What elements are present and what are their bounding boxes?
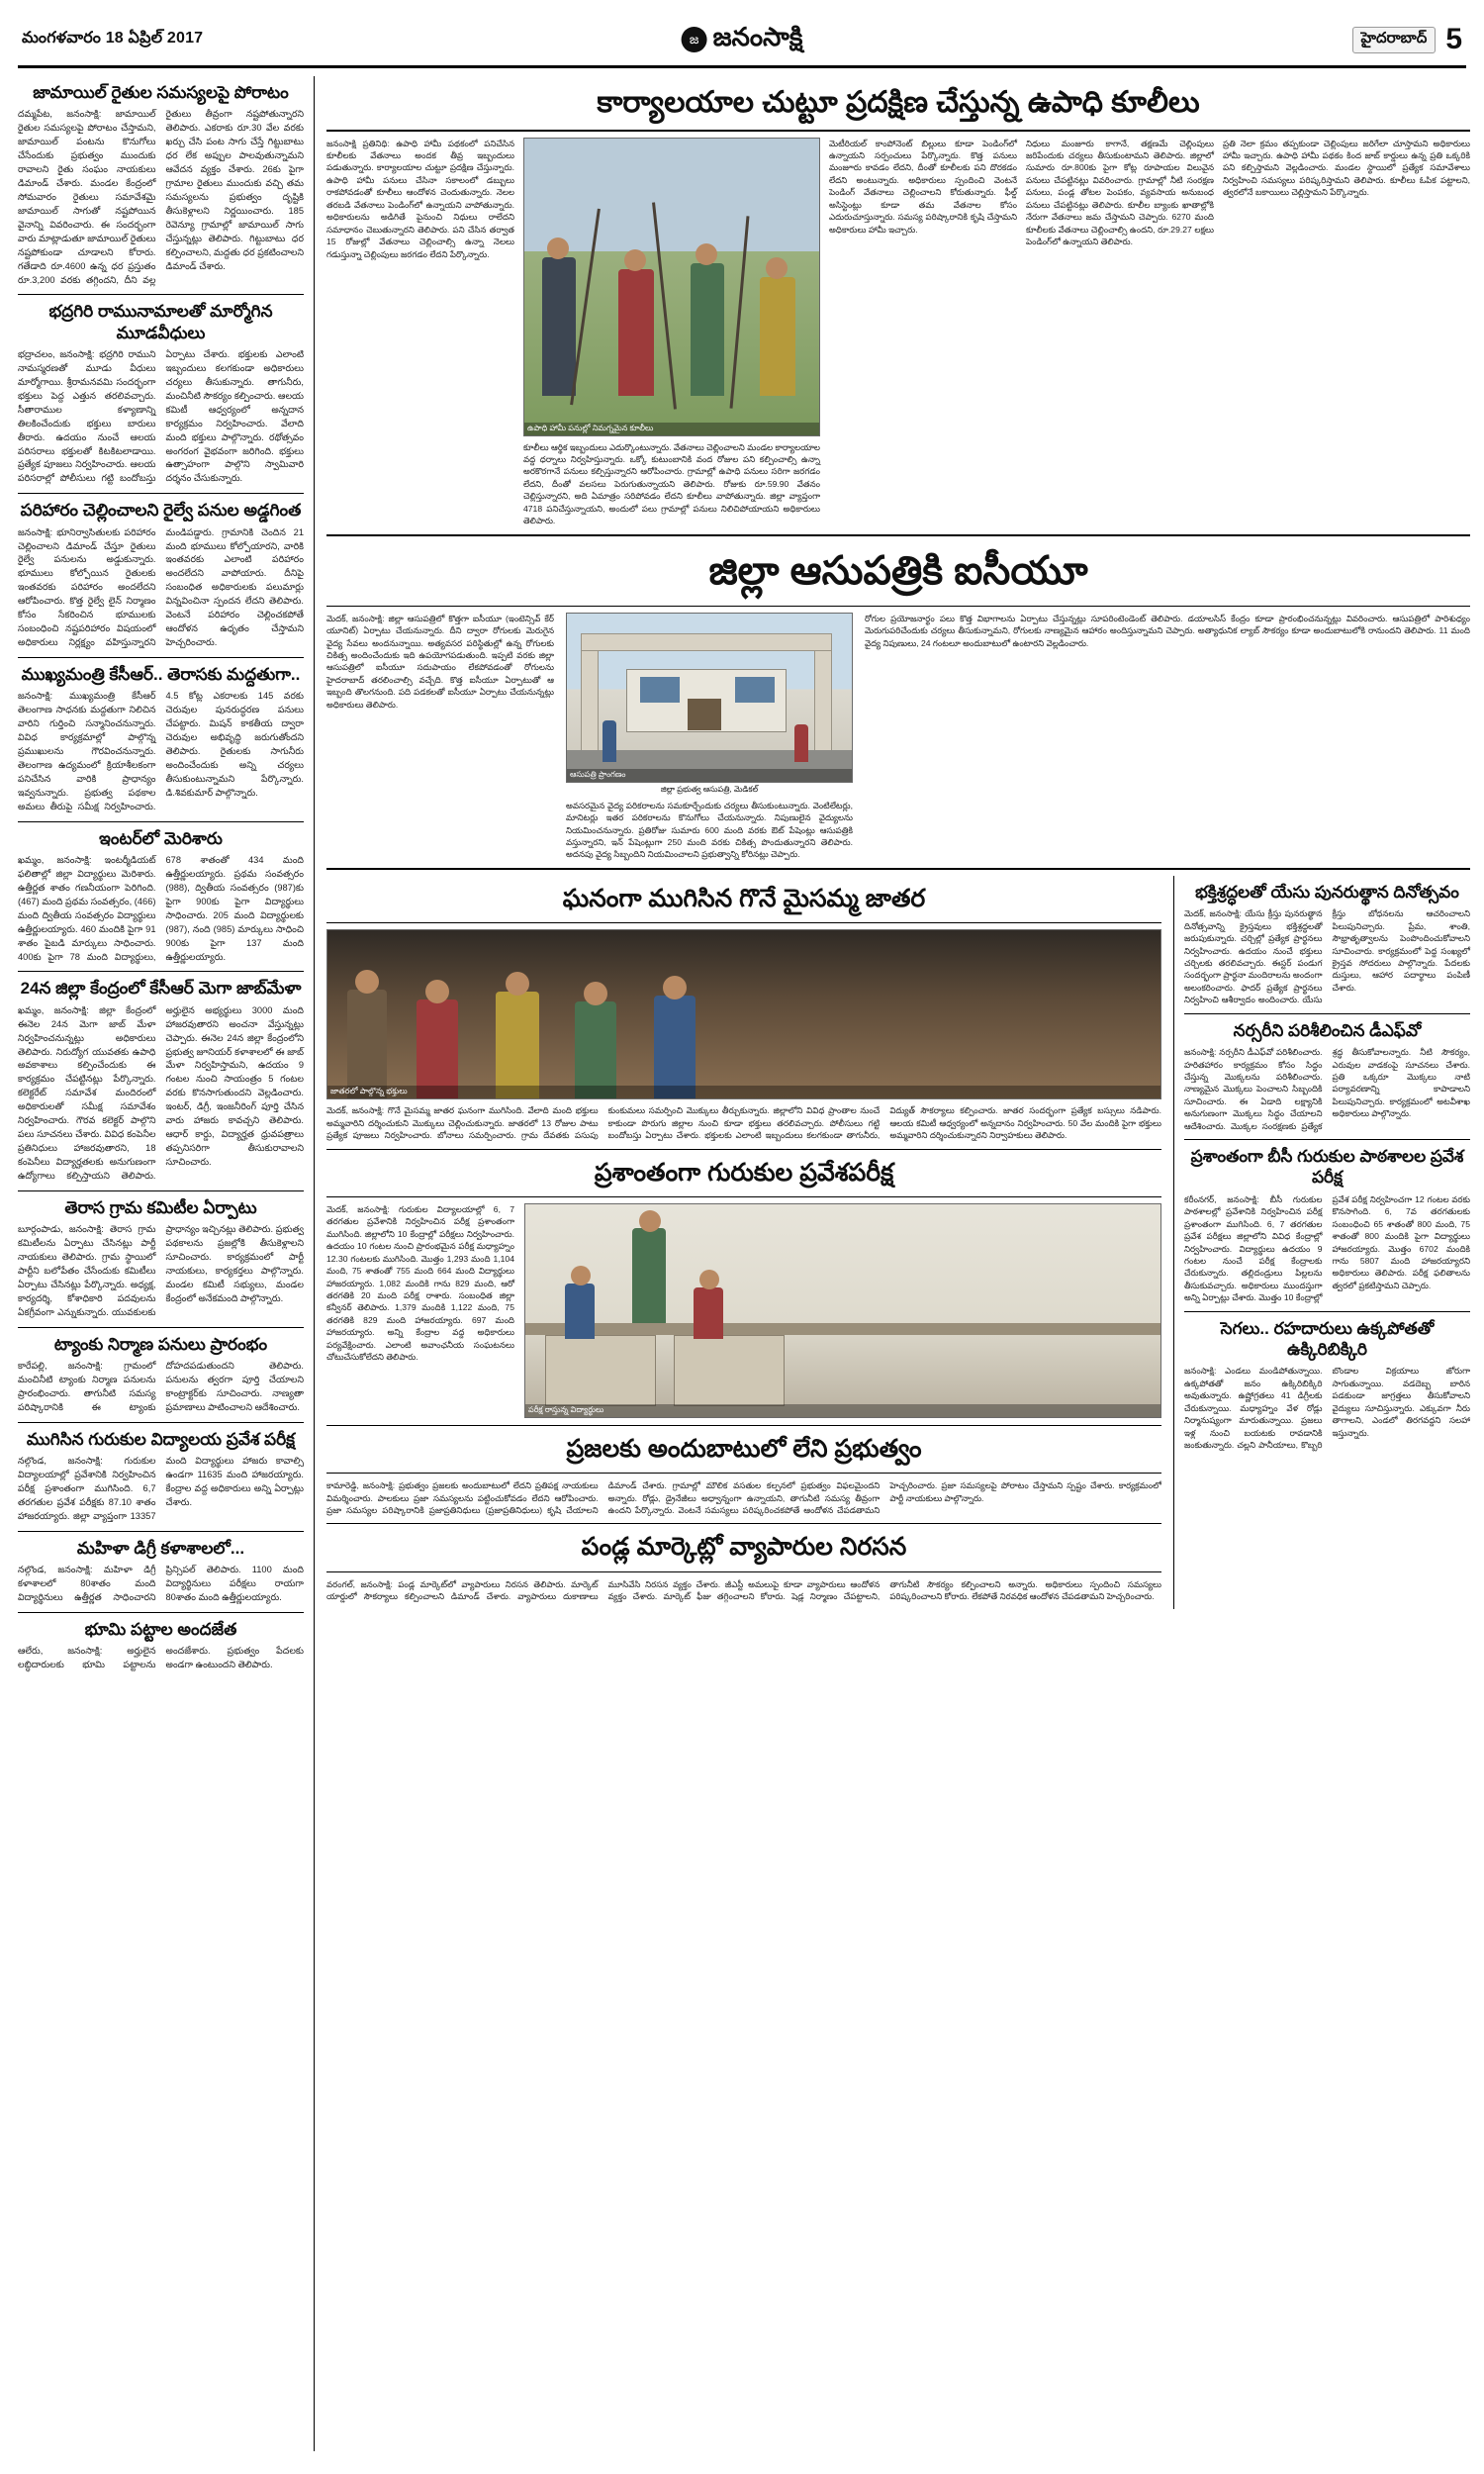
publication-date: మంగళవారం 18 ఏప్రిల్ 2017 — [22, 30, 204, 47]
article-jamayil — [18, 82, 304, 287]
article-cm-kcr — [18, 664, 304, 814]
lead-story — [326, 84, 1470, 527]
article-headline: తెరాస గ్రామ కమిటీల ఏర్పాటు — [64, 1197, 257, 1217]
article-bhadragiri — [18, 301, 304, 486]
center-lower — [326, 876, 1161, 1609]
article-bc-gurukul-exam — [1184, 1146, 1470, 1304]
far-right-column — [1173, 876, 1470, 1609]
article-body: కామారెడ్డి, జనంసాక్షి: ప్రభుత్వం ప్రజలకు అందుబాటులో లేదని ప్రతిపక్ష నాయకులు విమర్శించారు. పాలకులు ప్రజా సమస్యలను పట్టించుకోవడం లేదని ఆరోపించారు. ప్రజా సమస్యల పరిష్కారానికి ప్రజాప్రతినిధులు (ప్రజాప్రతినిధులు) కృషి చేయాలని డిమాండ్ చేశారు. గ్రామాల్లో మౌలిక వసతుల కల్పనలో ప్రభుత్వం విఫలమైందని అన్నారు. రోడ్లు, డ్రైనేజీలు అధ్వాన్నంగా ఉన్నాయని, తాగునీటి సమస్య తీవ్రంగా ఉందని పేర్కొన్నారు. వెంటనే సమస్యలు పరిష్కరించకపోతే ఆందోళన చేపడతామని హెచ్చరించారు. ప్రజా సమస్యలపై పోరాటం చేస్తామని స్పష్టం చేశారు. కార్యక్రమంలో పార్టీ నాయకులు పాల్గొన్నారు. — [326, 1480, 1161, 1515]
article-body: కరీంనగర్, జనంసాక్షి: బీసీ గురుకుల పాఠశాలల్లో ప్రవేశానికి నిర్వహించిన పరీక్ష ప్రశాంతంగా ముగిసింది. 6, 7 తరగతుల ప్రవేశ పరీక్షలు జిల్లాలోని వివిధ కేంద్రాల్లో నిర్వహించారు. విద్యార్థులు ఉదయం 9 గంటల నుంచే పరీక్ష కేంద్రాలకు చేరుకున్నారు. తల్లిదండ్రులు పిల్లలను తీసుకువచ్చారు. అధికారులు ముందస్తుగా అన్ని ఏర్పాట్లు చేశారు. మొత్తం 10 కేంద్రాల్లో ప్రవేశ పరీక్ష నిర్వహించగా 12 గంటల వరకు కొనసాగింది. 6, 7వ తరగతులకు సంబంధించి 65 శాతంతో 800 మంది, 75 శాతంతో 800 మందికి పైగా విద్యార్థులు హాజరయ్యారు. మొత్తం 6702 మందికి గాను 5807 మంది హాజరయ్యారని అధికారులు తెలిపారు. పరీక్ష ఫలితాలను త్వరలో ప్రకటిస్తామని చెప్పారు. — [1184, 1193, 1470, 1303]
article-water-tank — [18, 1334, 304, 1415]
article-headline: పండ్ల మార్కెట్లో వ్యాపారుల నిరసన — [581, 1533, 907, 1562]
article-body: ఆలేరు, జనంసాక్షి: అర్హులైన లబ్ధిదారులకు భూమి పట్టాలను అందజేశారు. ప్రభుత్వం పేదలకు అండగా ఉంటుందని తెలిపారు. — [18, 1645, 304, 1669]
article-body: ఖమ్మం, జనంసాక్షి: జిల్లా కేంద్రంలో ఈనెల 24న మెగా జాబ్ మేళా నిర్వహించనున్నట్లు అధికారులు తెలిపారు. నిరుద్యోగ యువతకు ఉపాధి అవకాశాలు కల్పించేందుకు ఈ కార్యక్రమం చేపట్టినట్లు పేర్కొన్నారు. కలెక్టరేట్ సమావేశ మందిరంలో అధికారులతో సమీక్ష సమావేశం నిర్వహించారు. గౌరవ కలెక్టర్ పాల్గొని పలు సూచనలు చేశారు. వివిధ కంపెనీల ప్రతినిధులు హాజరవుతారని, 18 కంపెనీలు విద్యార్హతలకు అనుగుణంగా ఉద్యోగాలు కల్పిస్తాయని తెలిపారు. అర్హులైన అభ్యర్థులు 3000 మంది హాజరవుతారని అంచనా వేస్తున్నట్లు చెప్పారు. ఈనెల 24న జిల్లా కేంద్రంలోని ప్రభుత్వ జూనియర్ కళాశాలలో ఈ జాబ్ మేళా నిర్వహిస్తామని, ఉదయం 9 గంటల నుంచి సాయంత్రం 5 గంటల వరకు కొనసాగుతుందని వెల్లడించారు. ఇంటర్, డిగ్రీ, ఇంజనీరింగ్ పూర్తి చేసిన వారు హాజరు కావచ్చని తెలిపారు. ఆధార్ కార్డు, విద్యార్హత ధ్రువపత్రాలు తప్పనిసరిగా తీసుకురావాలని సూచించారు. — [18, 1004, 304, 1181]
hospital-col-1: మెదక్, జనంసాక్షి: జిల్లా ఆసుపత్రిలో కొత్తగా ఐసీయూ (ఇంటెన్సివ్ కేర్ యూనిట్) ఏర్పాటు చేయనున్నారు. దీని ద్వారా రోగులకు మెరుగైన వైద్య సేవలు అందనున్నాయి. అత్యవసర పరిస్థితుల్లో ఉన్న రోగులకు చికిత్స అందించేందుకు ఇది ఉపయోగపడుతుంది. ఇప్పటి వరకు జిల్లా ఆసుపత్రిలో ఐసీయూ సదుపాయం లేకపోవడంతో రోగులను హైదరాబాద్ తరలించాల్సి వచ్చేది. కొత్త ఐసీయూ ఏర్పాటుతో ఆ ఇబ్బంది తొలగనుంది. పది పడకలతో ఐసీయూ ఏర్పాటు చేయనున్నట్లు అధికారులు తెలిపారు. — [326, 613, 554, 710]
masthead-right — [1352, 23, 1467, 56]
article-easter — [1184, 882, 1470, 1006]
article-body: జనంసాక్షి: నర్సరీని డీఎఫ్‌వో పరిశీలించారు. హరితహారం కార్యక్రమం కోసం సిద్ధం చేస్తున్న మొక్కలను పరిశీలించారు. నాణ్యమైన మొక్కలు పెంచాలని సిబ్బందికి సూచించారు. ఈ ఏడాది లక్ష్యానికి అనుగుణంగా మొక్కలు సిద్ధం చేయాలని ఆదేశించారు. మొక్కల సంరక్షణకు ప్రత్యేక శ్రద్ధ తీసుకోవాలన్నారు. నీటి సౌకర్యం, ఎరువుల వాడకంపై సూచనలు చేశారు. ప్రతి ఒక్కరూ మొక్కలు నాటి పర్యావరణాన్ని కాపాడాలని పిలుపునిచ్చారు. కార్యక్రమంలో అటవీశాఖ అధికారులు పాల్గొన్నారు. — [1184, 1047, 1470, 1131]
article-body: జనంసాక్షి: భూనిర్వాసితులకు పరిహారం చెల్లించాలని డిమాండ్ చేస్తూ రైతులు రైల్వే పనులను అడ్డుకున్నారు. భూములు కోల్పోయిన రైతులకు ఇంతవరకు పరిహారం అందలేదని ఆరోపించారు. కొత్త రైల్వే లైన్ నిర్మాణం కోసం సేకరించిన భూములకు సంబంధించి నష్టపరిహారం విషయంలో అధికారులు నిర్లక్ష్యం వహిస్తున్నారని మండిపడ్డారు. గ్రామానికి చెందిన 21 మంది భూములు కోల్పోయారని, వారికి ఇంతవరకు ఎలాంటి పరిహారం అందలేదని వాపోయారు. దీనిపై సంబంధిత అధికారులకు పలుమార్లు విన్నవించినా స్పందన లేదని తెలిపారు. వెంటనే పరిహారం చెల్లించకపోతే ఆందోళన ఉధృతం చేస్తామని హెచ్చరించారు. — [18, 526, 304, 648]
hospital-headline: జిల్లా ఆసుపత్రికి ఐసీయూ — [708, 548, 1088, 593]
article-body: వరంగల్, జనంసాక్షి: పండ్ల మార్కెట్‌లో వ్యాపారులు నిరసన తెలిపారు. మార్కెట్ యార్డులో సౌకర్యాలు కల్పించాలని డిమాండ్ చేశారు. వ్యాపారులు దుకాణాలు మూసివేసి నిరసన వ్యక్తం చేశారు. జీఎస్టీ అమలుపై కూడా వ్యాపారులు ఆందోళన వ్యక్తం చేశారు. మార్కెట్ ఫీజు తగ్గించాలని కోరారు. షెడ్ల నిర్మాణం చేపట్టాలని, తాగునీటి సౌకర్యం కల్పించాలని అన్నారు. అధికారులు స్పందించి సమస్యలు పరిష్కరించాలని కోరారు. లేకపోతే నిరవధిక ఆందోళన చేపడతామని హెచ్చరించారు. — [326, 1578, 1161, 1602]
article-headline: 24న జిల్లా కేంద్రంలో కేసీఆర్ మెగా జాబ్‌మేళా — [20, 979, 302, 999]
article-body: నల్గొండ, జనంసాక్షి: మహిళా డిగ్రీ కళాశాలలో 80శాతం మంది విద్యార్థినులు ఉత్తీర్ణత సాధించారని ప్రిన్సిపల్ తెలిపారు. 1100 మంది విద్యార్థినులు పరీక్షలు రాయగా 80శాతం మంది ఉత్తీర్ణులయ్యారు. — [18, 1564, 304, 1602]
lead-headline: కార్యాలయాల చుట్టూ ప్రదక్షిణ చేస్తున్న ఉపాధి కూలీలు — [597, 86, 1200, 119]
lead-col-1: జనంసాక్షి ప్రతినిధి: ఉపాధి హామీ పథకంలో పనిచేసిన కూలీలకు వేతనాలు అందక తీవ్ర ఇబ్బందులు పడుతున్నారు. కార్యాలయాల చుట్టూ ప్రదక్షిణ చేస్తున్నారు. ఉపాధి హామీ పనులు చేసినా సకాలంలో డబ్బులు రాకపోవడంతో కూలీలు ఆందోళన చెందుతున్నారు. నెలల తరబడి వేతనాలు పెండింగ్‌లో ఉన్నాయని వాపోతున్నారు. అధికారులను అడిగితే పైనుంచి నిధులు రాలేదని సమాధానం చెబుతున్నారని తెలిపారు. పని చేసిన తర్వాత 15 రోజుల్లో వేతనాలు చెల్లించాల్సి ఉన్నా నెలలు గడుస్తున్నా చెల్లింపులు జరగడం లేదని పేర్కొన్నారు. — [326, 138, 514, 259]
article-body: మెదక్, జనంసాక్షి: యేసు క్రీస్తు పునరుత్థాన దినోత్సవాన్ని క్రైస్తవులు భక్తిశ్రద్ధలతో జరుపుకున్నారు. చర్చిల్లో ప్రత్యేక ప్రార్థనలు నిర్వహించారు. ఉదయం నుంచే భక్తులు చర్చిలకు తరలివచ్చారు. ఈస్టర్ పండుగ సందర్భంగా ప్రార్థనా మందిరాలను అందంగా అలంకరించారు. ఫాదర్ ప్రత్యేక ప్రార్థనలు నిర్వహించి ఆశీర్వాదం అందించారు. యేసు క్రీస్తు బోధనలను ఆచరించాలని పిలుపునిచ్చారు. ప్రేమ, శాంతి, సౌభ్రాతృత్వాలను పెంపొందించుకోవాలని సూచించారు. కార్యక్రమంలో పెద్ద సంఖ్యలో క్రైస్తవ సోదరులు పాల్గొన్నారు. పేదలకు దుస్తులు, ఆహార పదార్థాలు పంపిణీ చేశారు. — [1184, 908, 1470, 1005]
article-nursery-dfo — [1184, 1020, 1470, 1132]
masthead — [18, 14, 1466, 68]
article-headline: ట్యాంకు నిర్మాణ పనులు ప్రారంభం — [53, 1334, 268, 1354]
article-fruit-market-protest — [326, 1532, 1161, 1602]
logo-glyph: జ — [682, 27, 707, 52]
lead-col-3: మెటీరియల్ కాంపోనెంట్ బిల్లులు కూడా పెండింగ్‌లో ఉన్నాయని సర్పంచులు పేర్కొన్నారు. కొత్త పనులు మంజూరు కావడం లేదని, దీంతో కూలీలకు పని దొరకడం లేదని అంటున్నారు. అధికారులు స్పందించి వెంటనే పెండింగ్ వేతనాలు చెల్లించాలని కోరుతున్నారు. ఫీల్డ్ అసిస్టెంట్లు కూడా తమ వేతనాల కోసం ఎదురుచూస్తున్నారు. సమస్య పరిష్కారానికి కృషి చేస్తామని అధికారులు హామీ ఇచ్చారు. — [829, 138, 1017, 235]
article-headline: పరిహారం చెల్లించాలని రైల్వే పనుల అడ్డగింత — [20, 501, 302, 521]
article-headline: ప్రశాంతంగా గురుకుల ప్రవేశపరీక్ష — [594, 1158, 894, 1187]
article-trs-committees — [18, 1197, 304, 1320]
article-body: బూర్గంపాడు, జనంసాక్షి: తెరాస గ్రామ కమిటీలను ఏర్పాటు చేసినట్లు పార్టీ నాయకులు తెలిపారు. గ్రామ స్థాయిలో పార్టీని బలోపేతం చేసేందుకు కమిటీలు ఏర్పాటు చేసినట్లు పేర్కొన్నారు. అధ్యక్ష, కార్యదర్శి, కోశాధికారి పదవులను ఏకగ్రీవంగా ఎన్నుకున్నారు. యువకులకు ప్రాధాన్యం ఇచ్చినట్లు తెలిపారు. ప్రభుత్వ పథకాలను ప్రజల్లోకి తీసుకెళ్లాలని సూచించారు. కార్యక్రమంలో పార్టీ నాయకులు, కార్యకర్తలు పాల్గొన్నారు. మండల కమిటీ సభ్యులు, మండల కేంద్రంలో అనేకమంది పాల్గొన్నారు. — [18, 1224, 304, 1317]
lead-col-2: కూలీలు ఆర్థిక ఇబ్బందులు ఎదుర్కొంటున్నారు. వేతనాలు చెల్లించాలని మండల కార్యాలయాల వద్ద ధర్నాలు నిర్వహిస్తున్నారు. ఒక్కో కుటుంబానికి వంద రోజుల పని కల్పించాల్సి ఉన్నా అరకొరగానే పనులు కల్పిస్తున్నారని ఆరోపించారు. గ్రామాల్లో ఉపాధి పనులు సరిగా జరగడం లేదని, దీంతో వలసలు పెరుగుతున్నాయని తెలిపారు. రోజుకు రూ.59.90 వేతనం చెల్లిస్తున్నారని, అది ఏమాత్రం సరిపోవడం లేదని కూలీలు వాపోతున్నారు. జిల్లా వ్యాప్తంగా 4718 పనిచేస్తున్నాయని, అందులో పలు గ్రామాల్లో పనులు నిలిచిపోయాయని అధికారులు తెలిపారు. — [523, 441, 820, 526]
article-land-titles — [18, 1619, 304, 1672]
article-body: కారేపల్లి, జనంసాక్షి: గ్రామంలో మంచినీటి ట్యాంకు నిర్మాణ పనులను ప్రారంభించారు. తాగునీటి సమస్య పరిష్కారానికి ఈ ట్యాంకు దోహదపడుతుందని తెలిపారు. పనులను త్వరగా పూర్తి చేయాలని కాంట్రాక్టర్‌కు సూచించారు. నాణ్యతా ప్రమాణాలు పాటించాలని ఆదేశించారు. — [18, 1360, 304, 1412]
article-headline: ప్రశాంతంగా బీసీ గురుకుల పాఠశాలల ప్రవేశ పరీక్ష — [1190, 1147, 1464, 1188]
page-number: 5 — [1445, 23, 1462, 55]
hospital-photo-wrap — [566, 613, 853, 861]
article-headline: ప్రజలకు అందుబాటులో లేని ప్రభుత్వం — [566, 1434, 922, 1463]
district-hospital-story — [326, 546, 1470, 861]
article-headline: భక్తిశ్రద్ధలతో యేసు పునరుత్థాన దినోత్సవం — [1195, 882, 1459, 902]
article-body: దమ్మపేట, జనంసాక్షి: జామాయిల్ రైతుల సమస్యలపై పోరాటం చేస్తామని, జామాయిల్ పంటను కొనుగోలు చేసేందుకు ప్రభుత్వం ముందుకు రావాలని రైతు సంఘం నాయకులు డిమాండ్ చేశారు. మండల కేంద్రంలో సోమవారం రైతులు సమావేశమై జామాయిల్ సాగుతో నష్టపోయిన వైనాన్ని వివరించారు. ఈ సందర్భంగా వారు మాట్లాడుతూ జామాయిల్ రైతులు నష్టపోకుండా చూడాలని కోరారు. గతేడాది రూ.4600 ఉన్న ధర ప్రస్తుతం రూ.3,200 వరకు తగ్గిందని, దీని వల్ల రైతులు తీవ్రంగా నష్టపోతున్నారని తెలిపారు. ఎకరాకు రూ.30 వేల వరకు ఖర్చు చేసి పంట సాగు చేస్తే గిట్టుబాటు ధర లేక అప్పుల పాలవుతున్నామని ఆవేదన వ్యక్తం చేశారు. 26కు పైగా గ్రామాల రైతులు ముందుకు వచ్చి తమ సమస్యలను ప్రభుత్వం దృష్టికి తీసుకెళ్లాలని నిర్ణయించారు. 185 రెవెన్యూ గ్రామాల్లో జామాయిల్ సాగు చేస్తున్నట్లు తెలిపారు. గిట్టుబాటు ధర కల్పించాలని, మద్దతు ధర ప్రకటించాలని డిమాండ్ చేశారు. — [18, 109, 304, 285]
edition-city: హైదరాబాద్ — [1352, 27, 1437, 53]
article-job-mela — [18, 978, 304, 1183]
article-jatara — [326, 884, 1161, 1142]
article-headline: సెగలు.. రహదారులు ఉక్కపోతతో ఉక్కిరిబిక్కిరి — [1220, 1318, 1435, 1360]
exam-photo — [524, 1203, 1161, 1418]
hospital-col-2: అవసరమైన వైద్య పరికరాలను సమకూర్చేందుకు చర్యలు తీసుకుంటున్నారు. వెంటిలేటర్లు, మానిటర్లు ఇతర పరికరాలను కొనుగోలు చేయనున్నారు. నిపుణులైన వైద్యులను నియమించనున్నారు. ప్రతిరోజు సుమారు 600 మంది వరకు ఔట్ పేషెంట్లు ఆసుపత్రికి వస్తున్నారని, ఇన్ పేషెంట్లుగా 250 మంది వరకు చికిత్స పొందుతున్నారని తెలిపారు. అదనపు వైద్య సిబ్బందిని నియమించాలని ప్రభుత్వాన్ని కోరినట్లు చెప్పారు. — [566, 800, 853, 860]
lead-photo — [523, 138, 820, 436]
article-body: జనంసాక్షి: ఎండలు మండిపోతున్నాయి. ఉక్కపోతతో జనం ఉక్కిరిబిక్కిరి అవుతున్నారు. ఉష్ణోగ్రతలు 41 డిగ్రీలకు చేరుకున్నాయి. మధ్యాహ్నం వేళ రోడ్లు నిర్మానుష్యంగా మారుతున్నాయి. ప్రజలు ఇళ్ల నుంచి బయటకు రావడానికి జంకుతున్నారు. చల్లని పానీయాలు, కొబ్బరి బొండాల విక్రయాలు జోరుగా సాగుతున్నాయి. వడదెబ్బ బారిన పడకుండా జాగ్రత్తలు తీసుకోవాలని వైద్యులు సూచిస్తున్నారు. ఎక్కువగా నీరు తాగాలని, ఎండలో తిరగవద్దని సలహా ఇస్తున్నారు. — [1184, 1366, 1470, 1451]
hospital-signboard-text: జిల్లా ప్రభుత్వ ఆసుపత్రి, మెడికల్ — [660, 784, 759, 794]
article-headline: నర్సరీని పరిశీలించిన డీఎఫ్‌వో — [1233, 1020, 1422, 1040]
article-body: నల్గొండ, జనంసాక్షి: గురుకుల విద్యాలయాల్లో ప్రవేశానికి నిర్వహించిన పరీక్ష ప్రశాంతంగా ముగిసింది. 6,7 తరగతుల ప్రవేశ పరీక్షకు 87.10 శాతం హాజరయ్యారు. జిల్లా వ్యాప్తంగా 13357 మంది విద్యార్థులు హాజరు కావాల్సి ఉండగా 11635 మంది హాజరయ్యారు. కేంద్రాల వద్ద అధికారులు అన్ని ఏర్పాట్లు చేశారు. — [18, 1455, 304, 1521]
article-headline: ఘనంగా ముగిసిన గొనే మైసమ్మ జాతర — [562, 884, 926, 912]
article-headline: భూమి పట్టాల అందజేత — [84, 1619, 237, 1639]
article-heat-wave — [1184, 1318, 1470, 1452]
lead-col-4: నిధులు మంజూరు కాగానే, తక్షణమే చెల్లింపులు జరిపేందుకు చర్యలు తీసుకుంటామని తెలిపారు. జిల్లాలో సుమారు రూ.800కు పైగా కోట్ల రూపాయల విలువైన పనులు చేపట్టినట్లు వివరించారు. గ్రామాల్లో నీటి సంరక్షణ పనులు, పండ్ల తోటల పెంపకం, వ్యవసాయ అనుబంధ పనులు చేపట్టినట్లు తెలిపారు. కూలీల బ్యాంకు ఖాతాల్లోకి నేరుగా వేతనాలు జమ చేస్తామని చెప్పారు. 6270 మంది కూలీలకు వేతనాలు చెల్లించాల్సి ఉందని, రూ.29.27 లక్షలు పెండింగ్‌లో ఉన్నాయని తెలిపారు. — [1026, 138, 1214, 247]
article-headline: మహిళా డిగ్రీ కళాశాలలో... — [76, 1538, 245, 1558]
article-headline: ఇంటర్‌లో మెరిశారు — [99, 828, 223, 848]
photo-caption: ఉపాధి హామీ పనుల్లో నిమగ్నమైన కూలీలు — [524, 423, 819, 435]
photo-caption: జాతరలో పాల్గొన్న భక్తులు — [327, 1086, 1160, 1098]
article-body: ఖమ్మం, జనంసాక్షి: ఇంటర్మీడియట్ ఫలితాల్లో జిల్లా విద్యార్థులు మెరిశారు. ఉత్తీర్ణత శాతం గణనీయంగా పెరిగింది. (467) మంది ప్రథమ సంవత్సరం, (466) మంది ద్వితీయ సంవత్సరం విద్యార్థులు ఉత్తీర్ణులయ్యారు. 460 మందికి పైగా 91 శాతం పైబడి మార్కులు సాధించారు. 400కు పైగా 78 మంది విద్యార్థులు, 678 శాతంతో 434 మంది ఉత్తీర్ణులయ్యారు. ప్రథమ సంవత్సరం (988), ద్వితీయ సంవత్సరం (987)కు పైగా 900కు పైగా విద్యార్థులు సాధించారు. 205 మంది విద్యార్థులకు (987), నంది (985) మార్కులు సాధించి 900కు పైగా 137 మంది ఉత్తీర్ణులయ్యారు. — [18, 854, 304, 962]
article-headline: ముఖ్యమంత్రి కేసీఆర్.. తెరాసకు మద్దతుగా.. — [21, 665, 301, 684]
article-body: భద్రాచలం, జనంసాక్షి: భద్రగిరి రాముని నామస్మరణతో మూడు వీధులు మార్మోగాయి. శ్రీరామనవమి సందర్భంగా భక్తులు పెద్ద ఎత్తున తరలివచ్చారు. సీతారాముల కళ్యాణాన్ని తిలకించేందుకు భక్తులు బారులు తీరారు. ఉదయం నుంచే ఆలయ పరిసరాలు భక్తులతో కిటకిటలాడాయి. ప్రత్యేక పూజలు నిర్వహించారు. ఆలయ పరిసరాల్లో పోలీసులు గట్టి బందోబస్తు ఏర్పాటు చేశారు. భక్తులకు ఎలాంటి ఇబ్బందులు కలగకుండా అధికారులు చర్యలు తీసుకున్నారు. తాగునీరు, మంచినీటి సౌకర్యం కల్పించారు. ఆలయ కమిటీ ఆధ్వర్యంలో అన్నదాన కార్యక్రమం నిర్వహించారు. వేలాది మంది భక్తులు పాల్గొన్నారు. రథోత్సవం అంగరంగ వైభవంగా జరిగింది. భక్తులు ఉత్సాహంగా పాల్గొని స్వామివారి దర్శనం చేసుకున్నారు. — [18, 348, 304, 484]
lead-photo-wrap — [523, 138, 820, 527]
article-inter-results — [18, 828, 304, 965]
article-gurukul-exam-left — [18, 1429, 304, 1524]
article-body: మెదక్, జనంసాక్షి: గొనే మైసమ్మ జాతర ఘనంగా ముగిసింది. వేలాది మంది భక్తులు అమ్మవారిని దర్శించుకుని మొక్కులు చెల్లించుకున్నారు. జాతరలో 13 రోజుల పాటు ప్రత్యేక పూజలు నిర్వహించారు. బోనాలు సమర్పించారు. గ్రామ దేవతకు పసుపు కుంకుమలు సమర్పించి మొక్కులు తీర్చుకున్నారు. జిల్లాలోని వివిధ ప్రాంతాల నుంచే కాకుండా పొరుగు జిల్లాల నుంచి కూడా భక్తులు తరలివచ్చారు. పోలీసులు గట్టి బందోబస్తు ఏర్పాటు చేశారు. భక్తులకు ఎలాంటి ఇబ్బందులు కలగకుండా తాగునీరు, విద్యుత్ సౌకర్యాలు కల్పించారు. జాతర సందర్భంగా ప్రత్యేక బస్సులు నడిపారు. ఆలయ కమిటీ ఆధ్వర్యంలో అన్నదానం నిర్వహించారు. 50 వేల మందికి పైగా భక్తులు అమ్మవారిని దర్శించుకున్నారని నిర్వాహకులు తెలిపారు. — [326, 1105, 1161, 1141]
article-headline: ముగిసిన గురుకుల విద్యాలయ ప్రవేశ పరీక్ష — [26, 1429, 296, 1449]
article-railway-compensation — [18, 500, 304, 650]
left-column — [18, 76, 315, 2451]
jatara-photo — [326, 929, 1161, 1099]
paper-name: జనంసాక్షి — [712, 21, 803, 51]
article-body: జనంసాక్షి: ముఖ్యమంత్రి కేసీఆర్ తెలంగాణ సాధనకు మద్దతుగా నిలిచిన వారిని గుర్తించి సన్మానించనున్నారు. వివిధ కార్యక్రమాల్లో పాల్గొన్న ప్రముఖులను గౌరవించనున్నారు. తెలంగాణ ఉద్యమంలో క్రియాశీలకంగా పనిచేసిన వారికి ప్రాధాన్యం ఇవ్వనున్నారు. ప్రభుత్వ పథకాల అమలు తీరుపై సమీక్ష నిర్వహించారు. 4.5 కోట్ల ఎకరాలకు 145 వరకు చెరువుల పునరుద్ధరణ పనులు చేపట్టారు. మిషన్ కాకతీయ ద్వారా చెరువుల అభివృద్ధి జరుగుతోందని తెలిపారు. రైతులకు సాగునీరు అందించేందుకు అన్ని చర్యలు తీసుకుంటున్నామని పేర్కొన్నారు. డి.శివకుమార్ పాల్గొన్నారు. — [18, 691, 304, 811]
page-body — [18, 76, 1470, 2451]
article-govt-not-accessible — [326, 1434, 1161, 1517]
article-women-degree-college — [18, 1538, 304, 1605]
photo-caption: ఆసుపత్రి ప్రాంగణం — [567, 769, 852, 782]
article-headline: భద్రగిరి రామునామాలతో మార్మోగిన మూడవీధులు — [48, 302, 273, 342]
hospital-col-3: రోగుల ప్రయోజనార్థం పలు కొత్త విభాగాలను ఏర్పాటు చేస్తున్నట్లు సూపరింటెండెంట్ తెలిపారు. డయాలసిస్ కేంద్రం కూడా ప్రారంభించనున్నట్లు వివరించారు. ఆసుపత్రిలో పారిశుధ్యం మెరుగుపరిచేందుకు చర్యలు తీసుకున్నామని, రోగులకు నాణ్యమైన ఆహారం అందిస్తున్నామని చెప్పారు. అత్యాధునిక ల్యాబ్ సౌకర్యం కూడా అందుబాటులోకి రానుందని తెలిపారు. 11 మంది వైద్య నిపుణులు, 24 గంటలూ అందుబాటులో ఉంటారని వెల్లడించారు. — [865, 613, 1470, 648]
article-gurukul-entrance — [326, 1158, 1161, 1418]
article-headline: జామాయిల్ రైతుల సమస్యలపై పోరాటం — [33, 83, 289, 102]
hospital-photo — [566, 613, 853, 783]
photo-caption: పరీక్ష రాస్తున్న విద్యార్థులు — [525, 1404, 1160, 1417]
article-body: మెదక్, జనంసాక్షి: గురుకుల విద్యాలయాల్లో 6, 7 తరగతుల ప్రవేశానికి నిర్వహించిన పరీక్ష ప్రశాంతంగా ముగిసింది. జిల్లాలోని 10 కేంద్రాల్లో పరీక్షలు నిర్వహించారు. ఉదయం 10 గంటల నుంచి ప్రారంభమైన పరీక్ష మధ్యాహ్నం 12.30 గంటలకు ముగిసింది. మొత్తం 1,293 మంది 1,104 మంది, 75 శాతంతో 755 మంది 664 మంది విద్యార్థులు హాజరయ్యారు. 1,082 మందికి గాను 829 మంది, ఆరో తరగతికి 20 మంది పరీక్ష రాశారు. సంబంధిత జిల్లా కన్వీనర్ తెలిపారు. 1,379 మందికి 1,122 మంది, 75 తరగతికి 829 మంది హాజరయ్యారు. 697 మంది హాజరయ్యారు. అన్ని కేంద్రాల వద్ద అధికారులు పర్యవేక్షించారు. ఎలాంటి అవాంఛనీయ సంఘటనలు చోటుచేసుకోలేదని తెలిపారు. — [326, 1203, 514, 1363]
right-zone — [315, 76, 1470, 2451]
paper-logo — [682, 22, 803, 58]
lead-col-5: ప్రతి నెలా క్రమం తప్పకుండా చెల్లింపులు జరిగేలా చూస్తామని అధికారులు హామీ ఇచ్చారు. ఉపాధి హామీ పథకం కింద జాబ్ కార్డులు ఉన్న ప్రతి ఒక్కరికి పని కల్పిస్తామని వెల్లడించారు. మండల స్థాయిలో ప్రత్యేక సమావేశాలు నిర్వహించి సమస్యలు పరిష్కరిస్తామని తెలిపారు. కూలీలు ఓపిక పట్టాలని, త్వరలోనే బకాయిలు చెల్లిస్తామని పేర్కొన్నారు. — [1223, 138, 1470, 198]
